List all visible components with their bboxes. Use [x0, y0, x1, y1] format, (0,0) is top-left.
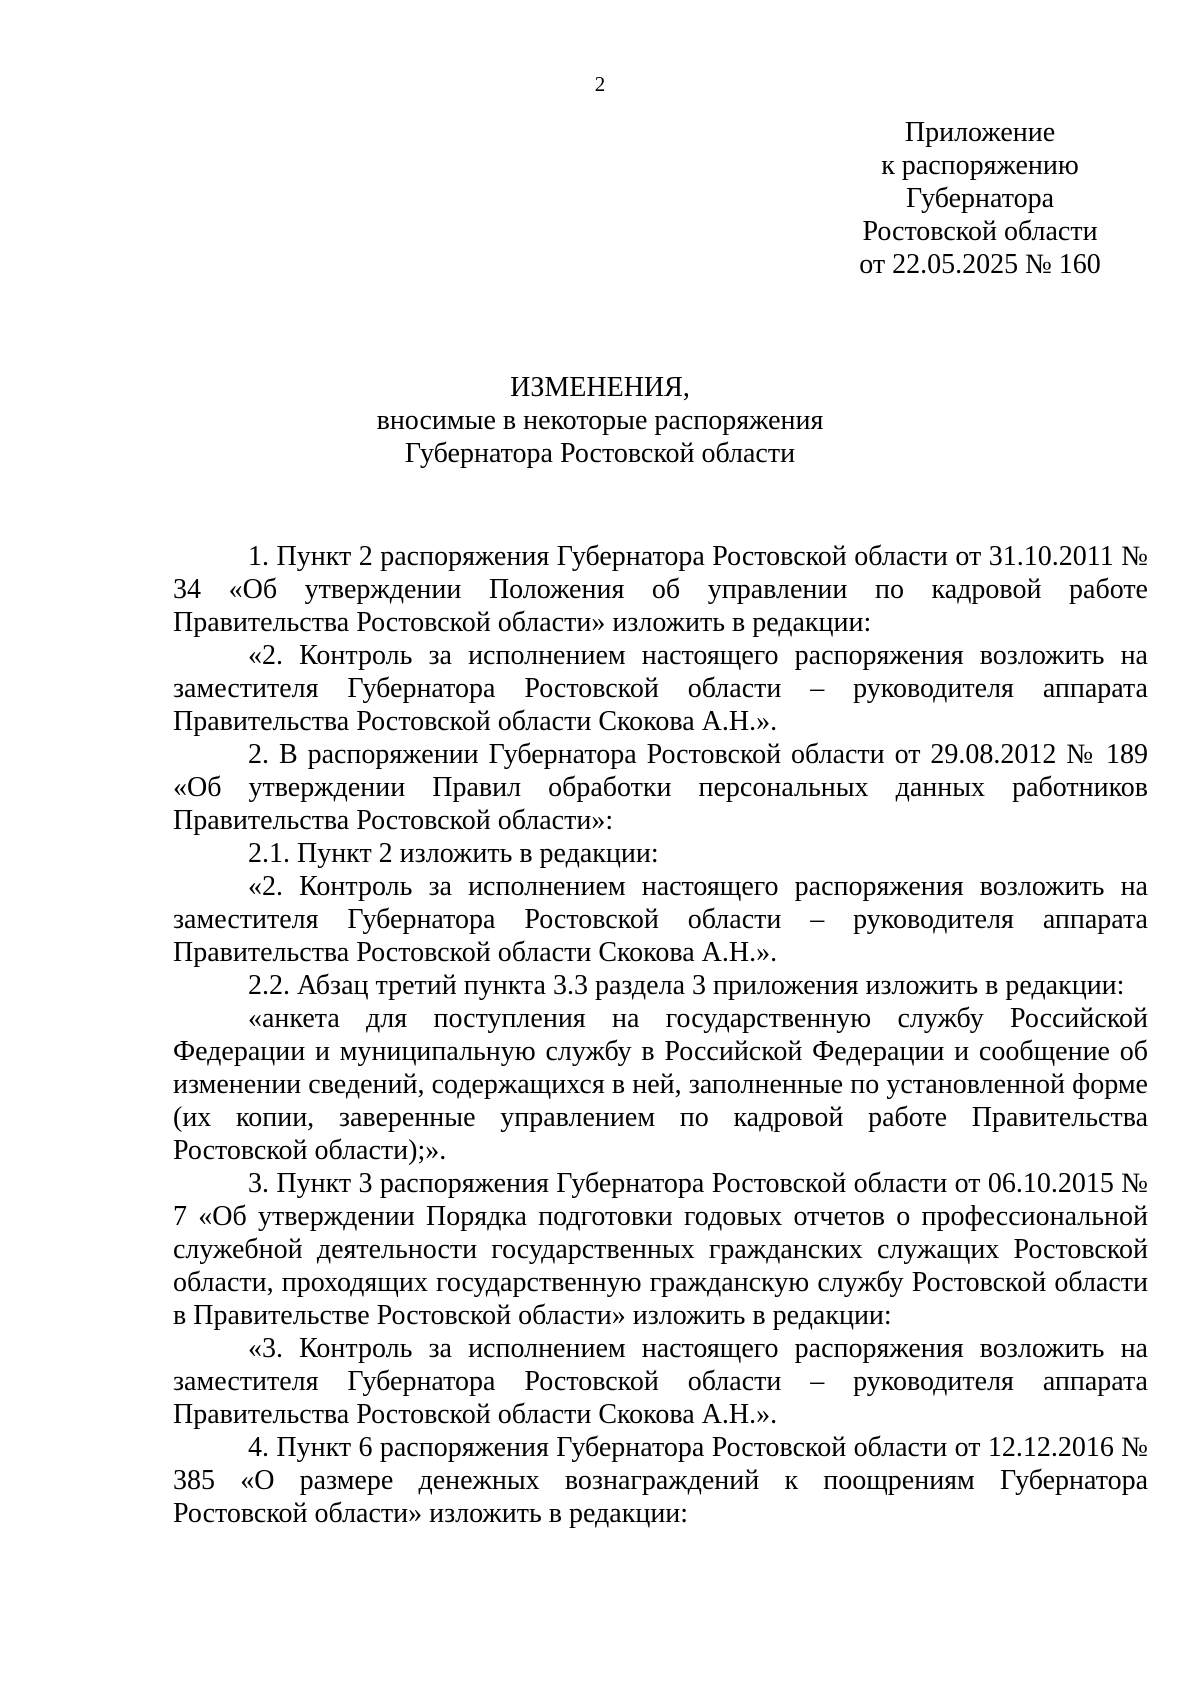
appendix-line: к распоряжению [881, 150, 1079, 181]
paragraph: «2. Контроль за исполнением настоящего распоряжения возложить на заместителя Губернатора Ростовской области – руководителя аппарата Правительства Ростовской области Скокова А.Н.». [173, 640, 1148, 737]
appendix-line: Ростовской области [862, 216, 1098, 247]
title-subheading: Губернатора Ростовской области [404, 438, 796, 469]
paragraph: 2. В распоряжении Губернатора Ростовской области от 29.08.2012 № 189 «Об утверждении Правил обработки персональных данных работников Правительства Ростовской области»: [173, 739, 1148, 836]
page-number: 2 [594, 72, 606, 96]
paragraph: 4. Пункт 6 распоряжения Губернатора Ростовской области от 12.12.2016 № 385 «О размере денежных вознаграждений к поощрениям Губернатора Ростовской области» изложить в редакции: [173, 1432, 1148, 1529]
document-title [0, 371, 1200, 470]
paragraph: 2.2. Абзац третий пункта 3.3 раздела 3 приложения изложить в редакции: [248, 970, 1125, 1001]
appendix-line: Приложение [904, 117, 1056, 148]
appendix-header [780, 116, 1180, 281]
paragraph: «анкета для поступления на государственную службу Российской Федерации и муниципальную службу в Российской Федерации и сообщение об изменении сведений, содержащихся в ней, заполненные по установленной форме (их копии, заверенные управлением по кадровой работе Правительства Ростовской области);». [173, 1003, 1148, 1166]
paragraph: 1. Пункт 2 распоряжения Губернатора Ростовской области от 31.10.2011 № 34 «Об утверждении Положения об управлении по кадровой работе Правительства Ростовской области» изложить в редакции: [173, 541, 1148, 638]
paragraph: 3. Пункт 3 распоряжения Губернатора Ростовской области от 06.10.2015 № 7 «Об утверждении Порядка подготовки годовых отчетов о профессиональной служебной деятельности государственных гражданских служащих Ростовской области, проходящих государственную гражданскую службу Ростовской области в Правительстве Ростовской области» изложить в редакции: [173, 1168, 1148, 1331]
appendix-line: Губернатора [905, 183, 1055, 214]
document-body [173, 540, 1148, 1530]
paragraph: «3. Контроль за исполнением настоящего распоряжения возложить на заместителя Губернатора Ростовской области – руководителя аппарата Правительства Ростовской области Скокова А.Н.». [173, 1333, 1148, 1430]
paragraph: «2. Контроль за исполнением настоящего распоряжения возложить на заместителя Губернатора Ростовской области – руководителя аппарата Правительства Ростовской области Скокова А.Н.». [173, 871, 1148, 968]
appendix-date-number: от 22.05.2025 № 160 [859, 249, 1101, 280]
title-subheading: вносимые в некоторые распоряжения [376, 405, 824, 436]
title-heading: ИЗМЕНЕНИЯ, [510, 372, 690, 403]
paragraph: 2.1. Пункт 2 изложить в редакции: [248, 838, 659, 869]
